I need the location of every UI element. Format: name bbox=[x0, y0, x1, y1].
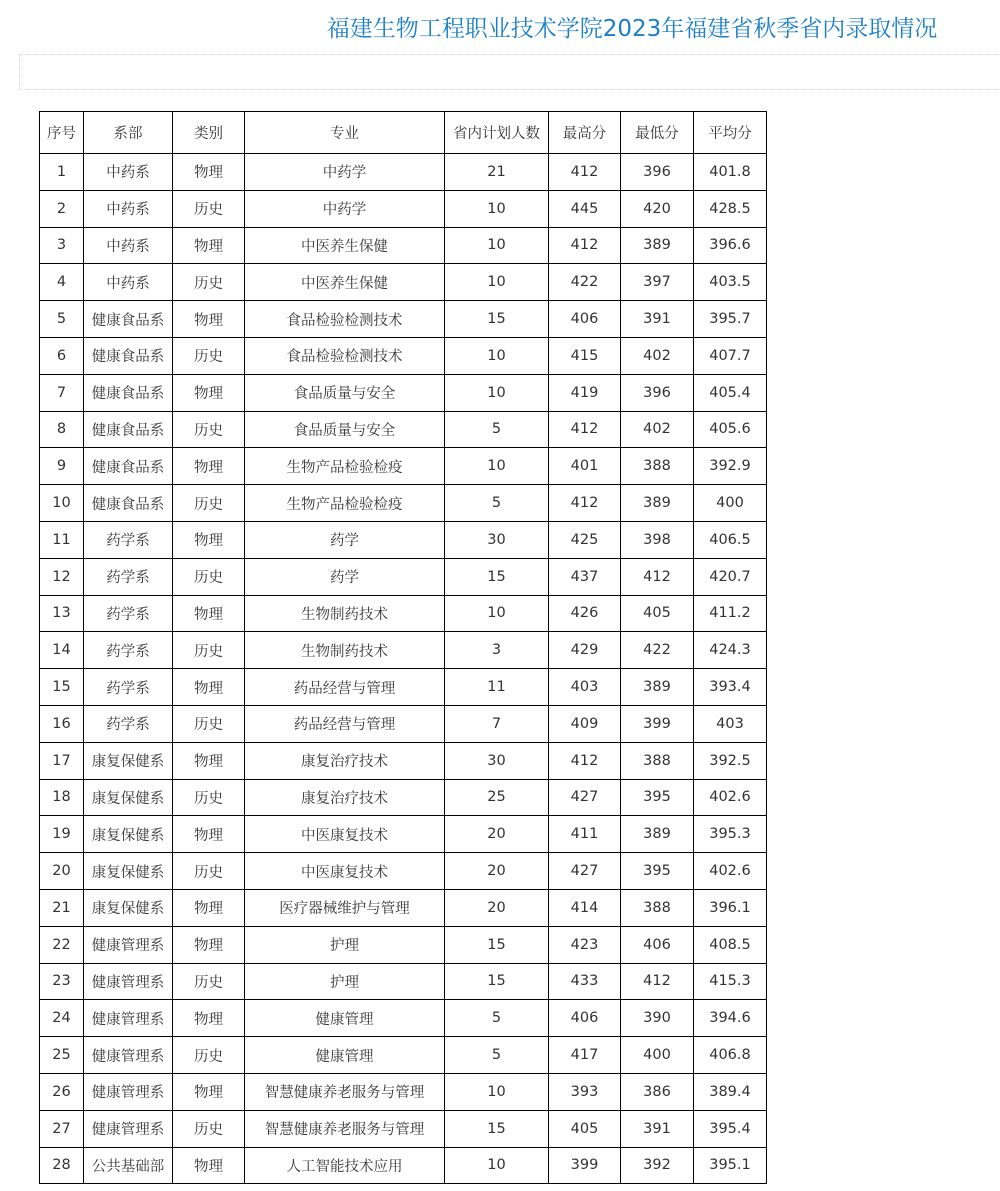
cell-avg-score: 408.5 bbox=[694, 926, 767, 963]
cell-index: 13 bbox=[40, 595, 84, 632]
cell-department: 药学系 bbox=[84, 521, 173, 558]
cell-index: 27 bbox=[40, 1110, 84, 1147]
cell-department: 康复保健系 bbox=[84, 816, 173, 853]
table-row bbox=[40, 1073, 767, 1110]
cell-min-score: 388 bbox=[621, 742, 694, 779]
cell-plan-count: 20 bbox=[445, 889, 549, 926]
cell-index: 3 bbox=[40, 227, 84, 264]
table-row bbox=[40, 742, 767, 779]
cell-major: 食品检验检测技术 bbox=[245, 337, 445, 374]
cell-plan-count: 30 bbox=[445, 521, 549, 558]
cell-plan-count: 5 bbox=[445, 411, 549, 448]
cell-plan-count: 10 bbox=[445, 374, 549, 411]
cell-department: 中药系 bbox=[84, 190, 173, 227]
cell-department: 健康食品系 bbox=[84, 374, 173, 411]
cell-plan-count: 10 bbox=[445, 337, 549, 374]
cell-plan-count: 5 bbox=[445, 485, 549, 522]
cell-category: 物理 bbox=[173, 301, 245, 338]
cell-avg-score: 420.7 bbox=[694, 558, 767, 595]
cell-category: 历史 bbox=[173, 853, 245, 890]
cell-max-score: 393 bbox=[549, 1073, 621, 1110]
cell-avg-score: 428.5 bbox=[694, 190, 767, 227]
cell-min-score: 389 bbox=[621, 227, 694, 264]
cell-min-score: 392 bbox=[621, 1147, 694, 1184]
cell-department: 健康食品系 bbox=[84, 411, 173, 448]
cell-category: 物理 bbox=[173, 154, 245, 191]
table-row bbox=[40, 779, 767, 816]
cell-plan-count: 15 bbox=[445, 558, 549, 595]
header-category: 类别 bbox=[173, 112, 245, 154]
cell-index: 17 bbox=[40, 742, 84, 779]
cell-min-score: 396 bbox=[621, 154, 694, 191]
cell-avg-score: 415.3 bbox=[694, 963, 767, 1000]
cell-major: 生物制药技术 bbox=[245, 595, 445, 632]
cell-department: 健康食品系 bbox=[84, 485, 173, 522]
cell-index: 5 bbox=[40, 301, 84, 338]
cell-avg-score: 395.3 bbox=[694, 816, 767, 853]
cell-max-score: 406 bbox=[549, 301, 621, 338]
cell-department: 健康管理系 bbox=[84, 1110, 173, 1147]
info-box bbox=[19, 54, 1000, 90]
cell-major: 生物产品检验检疫 bbox=[245, 448, 445, 485]
cell-max-score: 427 bbox=[549, 779, 621, 816]
cell-index: 28 bbox=[40, 1147, 84, 1184]
cell-min-score: 389 bbox=[621, 485, 694, 522]
cell-major: 中医康复技术 bbox=[245, 853, 445, 890]
cell-major: 中医养生保健 bbox=[245, 264, 445, 301]
cell-major: 护理 bbox=[245, 963, 445, 1000]
cell-index: 16 bbox=[40, 705, 84, 742]
cell-major: 医疗器械维护与管理 bbox=[245, 889, 445, 926]
cell-min-score: 386 bbox=[621, 1073, 694, 1110]
table-row bbox=[40, 190, 767, 227]
table-row bbox=[40, 632, 767, 669]
cell-category: 历史 bbox=[173, 264, 245, 301]
cell-plan-count: 5 bbox=[445, 1000, 549, 1037]
cell-max-score: 423 bbox=[549, 926, 621, 963]
cell-min-score: 422 bbox=[621, 632, 694, 669]
cell-min-score: 388 bbox=[621, 448, 694, 485]
cell-index: 6 bbox=[40, 337, 84, 374]
cell-department: 健康管理系 bbox=[84, 926, 173, 963]
cell-index: 12 bbox=[40, 558, 84, 595]
cell-plan-count: 21 bbox=[445, 154, 549, 191]
cell-department: 健康管理系 bbox=[84, 1000, 173, 1037]
cell-min-score: 388 bbox=[621, 889, 694, 926]
table-row bbox=[40, 1037, 767, 1074]
cell-max-score: 427 bbox=[549, 853, 621, 890]
table-row bbox=[40, 595, 767, 632]
cell-category: 物理 bbox=[173, 889, 245, 926]
cell-avg-score: 396.6 bbox=[694, 227, 767, 264]
cell-index: 26 bbox=[40, 1073, 84, 1110]
cell-plan-count: 15 bbox=[445, 963, 549, 1000]
cell-plan-count: 10 bbox=[445, 227, 549, 264]
cell-department: 康复保健系 bbox=[84, 742, 173, 779]
cell-department: 健康管理系 bbox=[84, 1037, 173, 1074]
cell-category: 历史 bbox=[173, 779, 245, 816]
cell-max-score: 412 bbox=[549, 154, 621, 191]
cell-max-score: 412 bbox=[549, 485, 621, 522]
table-row bbox=[40, 411, 767, 448]
cell-index: 11 bbox=[40, 521, 84, 558]
cell-avg-score: 424.3 bbox=[694, 632, 767, 669]
cell-plan-count: 7 bbox=[445, 705, 549, 742]
cell-category: 历史 bbox=[173, 632, 245, 669]
cell-min-score: 390 bbox=[621, 1000, 694, 1037]
cell-department: 中药系 bbox=[84, 227, 173, 264]
cell-index: 19 bbox=[40, 816, 84, 853]
cell-plan-count: 3 bbox=[445, 632, 549, 669]
cell-category: 物理 bbox=[173, 669, 245, 706]
cell-department: 康复保健系 bbox=[84, 779, 173, 816]
cell-min-score: 391 bbox=[621, 1110, 694, 1147]
page-title: 福建生物工程职业技术学院2023年福建省秋季省内录取情况 bbox=[326, 16, 938, 42]
table-row bbox=[40, 485, 767, 522]
cell-category: 物理 bbox=[173, 374, 245, 411]
cell-department: 健康食品系 bbox=[84, 301, 173, 338]
cell-index: 15 bbox=[40, 669, 84, 706]
cell-index: 14 bbox=[40, 632, 84, 669]
cell-plan-count: 10 bbox=[445, 1073, 549, 1110]
cell-plan-count: 10 bbox=[445, 190, 549, 227]
cell-avg-score: 401.8 bbox=[694, 154, 767, 191]
cell-plan-count: 5 bbox=[445, 1037, 549, 1074]
cell-category: 物理 bbox=[173, 595, 245, 632]
cell-max-score: 426 bbox=[549, 595, 621, 632]
cell-plan-count: 10 bbox=[445, 264, 549, 301]
cell-index: 1 bbox=[40, 154, 84, 191]
cell-avg-score: 405.6 bbox=[694, 411, 767, 448]
table-row bbox=[40, 521, 767, 558]
cell-max-score: 399 bbox=[549, 1147, 621, 1184]
cell-min-score: 395 bbox=[621, 853, 694, 890]
cell-category: 历史 bbox=[173, 558, 245, 595]
cell-index: 7 bbox=[40, 374, 84, 411]
cell-avg-score: 395.4 bbox=[694, 1110, 767, 1147]
cell-major: 健康管理 bbox=[245, 1000, 445, 1037]
cell-min-score: 420 bbox=[621, 190, 694, 227]
cell-index: 2 bbox=[40, 190, 84, 227]
cell-category: 历史 bbox=[173, 411, 245, 448]
cell-max-score: 425 bbox=[549, 521, 621, 558]
cell-plan-count: 11 bbox=[445, 669, 549, 706]
table-row bbox=[40, 669, 767, 706]
table-row bbox=[40, 264, 767, 301]
cell-category: 物理 bbox=[173, 448, 245, 485]
cell-max-score: 406 bbox=[549, 1000, 621, 1037]
table-row bbox=[40, 227, 767, 264]
cell-plan-count: 15 bbox=[445, 1110, 549, 1147]
cell-major: 生物产品检验检疫 bbox=[245, 485, 445, 522]
cell-min-score: 391 bbox=[621, 301, 694, 338]
cell-max-score: 422 bbox=[549, 264, 621, 301]
cell-category: 物理 bbox=[173, 1147, 245, 1184]
cell-department: 中药系 bbox=[84, 154, 173, 191]
cell-major: 药学 bbox=[245, 521, 445, 558]
cell-max-score: 414 bbox=[549, 889, 621, 926]
cell-avg-score: 395.1 bbox=[694, 1147, 767, 1184]
header-major: 专业 bbox=[245, 112, 445, 154]
cell-min-score: 405 bbox=[621, 595, 694, 632]
header-avg-score: 平均分 bbox=[694, 112, 767, 154]
cell-category: 物理 bbox=[173, 742, 245, 779]
cell-avg-score: 392.9 bbox=[694, 448, 767, 485]
cell-department: 康复保健系 bbox=[84, 889, 173, 926]
table-row bbox=[40, 558, 767, 595]
cell-major: 药品经营与管理 bbox=[245, 705, 445, 742]
cell-index: 22 bbox=[40, 926, 84, 963]
table-row bbox=[40, 889, 767, 926]
table-header-row bbox=[40, 112, 767, 154]
table-row bbox=[40, 1110, 767, 1147]
cell-avg-score: 403.5 bbox=[694, 264, 767, 301]
cell-department: 药学系 bbox=[84, 558, 173, 595]
cell-max-score: 409 bbox=[549, 705, 621, 742]
cell-max-score: 412 bbox=[549, 227, 621, 264]
cell-min-score: 389 bbox=[621, 816, 694, 853]
cell-category: 物理 bbox=[173, 1000, 245, 1037]
table-row bbox=[40, 853, 767, 890]
table-row bbox=[40, 154, 767, 191]
cell-index: 18 bbox=[40, 779, 84, 816]
cell-major: 康复治疗技术 bbox=[245, 742, 445, 779]
cell-department: 中药系 bbox=[84, 264, 173, 301]
cell-max-score: 405 bbox=[549, 1110, 621, 1147]
cell-major: 健康管理 bbox=[245, 1037, 445, 1074]
cell-avg-score: 402.6 bbox=[694, 853, 767, 890]
cell-index: 4 bbox=[40, 264, 84, 301]
cell-major: 人工智能技术应用 bbox=[245, 1147, 445, 1184]
cell-min-score: 396 bbox=[621, 374, 694, 411]
cell-major: 生物制药技术 bbox=[245, 632, 445, 669]
cell-plan-count: 20 bbox=[445, 853, 549, 890]
table-row bbox=[40, 705, 767, 742]
cell-max-score: 417 bbox=[549, 1037, 621, 1074]
table-row bbox=[40, 1147, 767, 1184]
cell-index: 8 bbox=[40, 411, 84, 448]
cell-min-score: 406 bbox=[621, 926, 694, 963]
cell-department: 药学系 bbox=[84, 669, 173, 706]
cell-category: 历史 bbox=[173, 1110, 245, 1147]
cell-max-score: 429 bbox=[549, 632, 621, 669]
cell-min-score: 398 bbox=[621, 521, 694, 558]
cell-category: 历史 bbox=[173, 190, 245, 227]
cell-avg-score: 395.7 bbox=[694, 301, 767, 338]
cell-index: 25 bbox=[40, 1037, 84, 1074]
cell-max-score: 401 bbox=[549, 448, 621, 485]
cell-category: 物理 bbox=[173, 521, 245, 558]
cell-category: 历史 bbox=[173, 705, 245, 742]
cell-category: 历史 bbox=[173, 485, 245, 522]
header-plan-count: 省内计划人数 bbox=[445, 112, 549, 154]
cell-major: 食品检验检测技术 bbox=[245, 301, 445, 338]
header-min-score: 最低分 bbox=[621, 112, 694, 154]
cell-department: 健康食品系 bbox=[84, 448, 173, 485]
cell-min-score: 389 bbox=[621, 669, 694, 706]
cell-min-score: 412 bbox=[621, 558, 694, 595]
cell-avg-score: 407.7 bbox=[694, 337, 767, 374]
cell-plan-count: 10 bbox=[445, 595, 549, 632]
cell-major: 药品经营与管理 bbox=[245, 669, 445, 706]
cell-index: 21 bbox=[40, 889, 84, 926]
cell-category: 物理 bbox=[173, 926, 245, 963]
cell-min-score: 395 bbox=[621, 779, 694, 816]
cell-major: 中医康复技术 bbox=[245, 816, 445, 853]
cell-category: 历史 bbox=[173, 1037, 245, 1074]
cell-avg-score: 400 bbox=[694, 485, 767, 522]
cell-max-score: 419 bbox=[549, 374, 621, 411]
cell-max-score: 437 bbox=[549, 558, 621, 595]
admissions-table bbox=[39, 111, 767, 1184]
cell-category: 历史 bbox=[173, 337, 245, 374]
cell-min-score: 412 bbox=[621, 963, 694, 1000]
table-row bbox=[40, 816, 767, 853]
cell-avg-score: 403 bbox=[694, 705, 767, 742]
cell-index: 24 bbox=[40, 1000, 84, 1037]
table-row bbox=[40, 963, 767, 1000]
cell-department: 药学系 bbox=[84, 705, 173, 742]
cell-max-score: 412 bbox=[549, 742, 621, 779]
cell-plan-count: 10 bbox=[445, 448, 549, 485]
cell-major: 康复治疗技术 bbox=[245, 779, 445, 816]
cell-max-score: 433 bbox=[549, 963, 621, 1000]
table-row bbox=[40, 448, 767, 485]
cell-avg-score: 393.4 bbox=[694, 669, 767, 706]
cell-avg-score: 406.5 bbox=[694, 521, 767, 558]
cell-major: 中药学 bbox=[245, 154, 445, 191]
cell-major: 食品质量与安全 bbox=[245, 374, 445, 411]
cell-major: 中医养生保健 bbox=[245, 227, 445, 264]
cell-category: 物理 bbox=[173, 1073, 245, 1110]
cell-department: 药学系 bbox=[84, 632, 173, 669]
table-row bbox=[40, 1000, 767, 1037]
cell-major: 智慧健康养老服务与管理 bbox=[245, 1073, 445, 1110]
cell-avg-score: 405.4 bbox=[694, 374, 767, 411]
cell-avg-score: 392.5 bbox=[694, 742, 767, 779]
cell-major: 食品质量与安全 bbox=[245, 411, 445, 448]
cell-department: 康复保健系 bbox=[84, 853, 173, 890]
cell-plan-count: 10 bbox=[445, 1147, 549, 1184]
cell-plan-count: 25 bbox=[445, 779, 549, 816]
cell-index: 23 bbox=[40, 963, 84, 1000]
cell-max-score: 415 bbox=[549, 337, 621, 374]
cell-category: 物理 bbox=[173, 227, 245, 264]
table-row bbox=[40, 926, 767, 963]
cell-major: 中药学 bbox=[245, 190, 445, 227]
cell-department: 药学系 bbox=[84, 595, 173, 632]
cell-category: 物理 bbox=[173, 816, 245, 853]
cell-avg-score: 389.4 bbox=[694, 1073, 767, 1110]
cell-plan-count: 15 bbox=[445, 301, 549, 338]
cell-max-score: 411 bbox=[549, 816, 621, 853]
cell-major: 智慧健康养老服务与管理 bbox=[245, 1110, 445, 1147]
cell-avg-score: 406.8 bbox=[694, 1037, 767, 1074]
cell-max-score: 403 bbox=[549, 669, 621, 706]
table-row bbox=[40, 337, 767, 374]
cell-index: 20 bbox=[40, 853, 84, 890]
cell-plan-count: 20 bbox=[445, 816, 549, 853]
cell-major: 护理 bbox=[245, 926, 445, 963]
cell-index: 9 bbox=[40, 448, 84, 485]
table-row bbox=[40, 301, 767, 338]
table-row bbox=[40, 374, 767, 411]
header-department: 系部 bbox=[84, 112, 173, 154]
cell-min-score: 397 bbox=[621, 264, 694, 301]
cell-avg-score: 402.6 bbox=[694, 779, 767, 816]
cell-min-score: 400 bbox=[621, 1037, 694, 1074]
cell-min-score: 402 bbox=[621, 411, 694, 448]
cell-department: 健康食品系 bbox=[84, 337, 173, 374]
header-index: 序号 bbox=[40, 112, 84, 154]
cell-department: 健康管理系 bbox=[84, 963, 173, 1000]
cell-plan-count: 30 bbox=[445, 742, 549, 779]
cell-department: 公共基础部 bbox=[84, 1147, 173, 1184]
cell-max-score: 445 bbox=[549, 190, 621, 227]
cell-major: 药学 bbox=[245, 558, 445, 595]
cell-avg-score: 411.2 bbox=[694, 595, 767, 632]
cell-max-score: 412 bbox=[549, 411, 621, 448]
cell-avg-score: 394.6 bbox=[694, 1000, 767, 1037]
cell-min-score: 399 bbox=[621, 705, 694, 742]
cell-department: 健康管理系 bbox=[84, 1073, 173, 1110]
cell-index: 10 bbox=[40, 485, 84, 522]
cell-min-score: 402 bbox=[621, 337, 694, 374]
cell-avg-score: 396.1 bbox=[694, 889, 767, 926]
cell-category: 历史 bbox=[173, 963, 245, 1000]
header-max-score: 最高分 bbox=[549, 112, 621, 154]
cell-plan-count: 15 bbox=[445, 926, 549, 963]
